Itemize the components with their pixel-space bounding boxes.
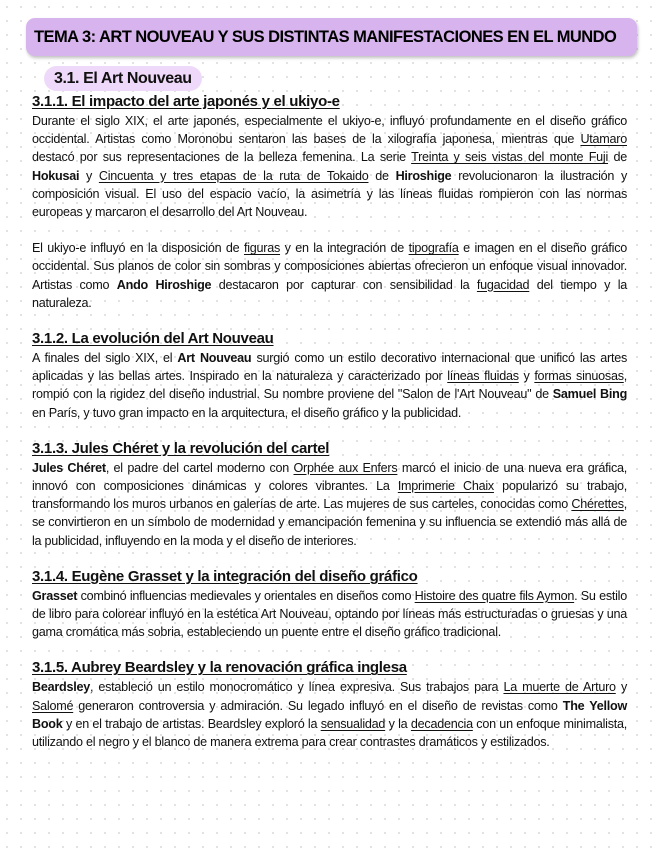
text-run: , se convirtieron en un símbolo de modernidad y emancipación femenina y su influencia se extendió más allá de la publicidad, influyendo en la moda y el diseño de interiores. [32,497,627,548]
bold-term: The Yellow Book [32,698,627,731]
bold-term: Hokusai [32,168,80,183]
text-run: y [79,168,99,183]
underlined-term: Orphée aux Enfers [293,460,398,475]
bold-term: Art Nouveau [177,351,252,366]
underlined-term: decadencia [410,716,473,731]
text-run: y [615,680,627,695]
bold-term: Hiroshige [395,168,452,183]
text-run: popularizó su trabajo, transformando los muros urbanos en galerías de arte. Las mujeres de sus carteles, conocidas como [32,479,627,512]
underlined-term: figuras [243,241,281,256]
section-title: 3.1.4. Eugène Grasset y la integración del diseño gráfico [32,567,418,585]
text-run: combinó influencias medievales y orientales en diseños como [77,588,415,603]
underlined-term: Imprimerie Chaix [397,479,494,494]
section-title: 3.1.2. La evolución del Art Nouveau [32,330,274,348]
text-run: destacó por sus representaciones de la belleza femenina. La serie [32,150,412,165]
text-run: y la [385,716,411,731]
text-run: , estableció un estilo monocromático y línea expresiva. Sus trabajos para [89,680,504,695]
text-run: Durante el siglo XIX, el arte japonés, especialmente el ukiyo-e, influyó profundamente en el diseño gráfico occidental. Artistas como Moronobu sentaron las bases de la xilografía japonesa, mientras que [32,114,627,147]
text-run: en París, y tuvo gran impacto en la arquitectura, el diseño gráfico y la publicidad. [32,405,462,420]
paragraph [32,587,627,642]
text-run: y en la integración de [280,241,409,256]
section-title: 3.1.1. El impacto del arte japonés y el ukiyo-e [32,93,340,110]
text-run: y [518,369,535,384]
bold-term: Ando Hiroshige [116,277,212,292]
text-run: . Su estilo de libro para colorear influyó en la estética Art Nouveau, optando por líneas más estructuradas o gruesas y una gama cromática más sobria, estableciendo un puente entre el diseño gráfico tradicional. [32,588,627,640]
text-run: del tiempo y la naturaleza. [32,277,627,310]
underlined-term: Chérettes [571,497,624,512]
topic-title: TEMA 3: ART NOUVEAU Y SUS DISTINTAS MANIFESTACIONES EN EL MUNDO [34,27,617,46]
chapter-title: 3.1. El Art Nouveau [54,69,192,87]
text-run: y en el trabajo de artistas. Beardsley exploró la [62,716,321,731]
underlined-term: sensualidad [320,716,386,731]
underlined-term: Cincuenta y tres etapas de la ruta de Tokaido [98,168,369,183]
text-run: A finales del siglo XIX, el [32,351,178,366]
underlined-term: La muerte de Arturo [503,680,616,695]
underlined-term: Utamaro [580,132,627,147]
section-title: 3.1.3. Jules Chéret y la revolución del cartel [32,439,330,457]
bold-term: Samuel Bing [552,387,628,402]
text-run: surgió como un estilo decorativo internacional que unificó las artes aplicadas y las bellas artes. Inspirado en la naturaleza y caracterizado por [32,351,627,384]
underlined-term: fugacidad [476,277,530,292]
paragraph [32,459,627,550]
bold-term: Beardsley [32,680,90,695]
text-run: generaron controversia y admiración. Su legado influyó en el diseño de revistas como [73,698,563,713]
text-run: con un enfoque minimalista, utilizando el negro y el blanco de manera extrema para crear contrastes dramáticos y estilizados. [32,716,627,750]
paragraph [32,239,627,312]
paragraph [32,112,627,221]
text-run: El ukiyo-e influyó en la disposición de [32,241,244,256]
underlined-term: Salomé [32,698,74,713]
text-run: , el padre del cartel moderno con [105,460,294,475]
text-run: revolucionaron la ilustración y composición visual. El uso del espacio vacío, la asimetría y las líneas fluidas rompieron con las normas europeas y marcaron el desarrollo del Art Nouveau. [32,168,627,220]
document-content [32,92,627,768]
underlined-term: líneas fluidas [447,369,519,384]
section [32,567,627,642]
underlined-term: Treinta y seis vistas del monte Fuji [411,150,609,165]
text-run: marcó el inicio de una nueva era gráfica, innovó con composiciones dinámicas y colores vibrantes. La [32,460,627,494]
section [32,329,627,422]
bold-term: Jules Chéret [32,460,106,475]
text-run: de [608,150,627,165]
chapter-pill [44,66,202,91]
text-run: e imagen en el diseño gráfico occidental. Sus planos de color sin sombras y composiciones abiertas ofrecieron un enfoque visual innovador. Artistas como [32,241,627,292]
paragraph [32,349,627,422]
bold-term: Grasset [32,588,78,603]
text-run: destacaron por capturar con sensibilidad la [211,277,477,292]
text-run: , rompió con la rigidez del diseño industrial. Su nombre proviene del "Salon de l'Art Nouveau" de [32,369,628,402]
text-run: de [368,168,396,183]
underlined-term: tipografía [408,241,459,256]
topic-banner [26,18,637,56]
paragraph [32,678,627,751]
section [32,439,627,550]
section [32,658,627,751]
section [32,92,627,312]
underlined-term: formas sinuosas [534,369,624,384]
underlined-term: Histoire des quatre fils Aymon [414,588,575,603]
section-title: 3.1.5. Aubrey Beardsley y la renovación gráfica inglesa [32,659,407,677]
